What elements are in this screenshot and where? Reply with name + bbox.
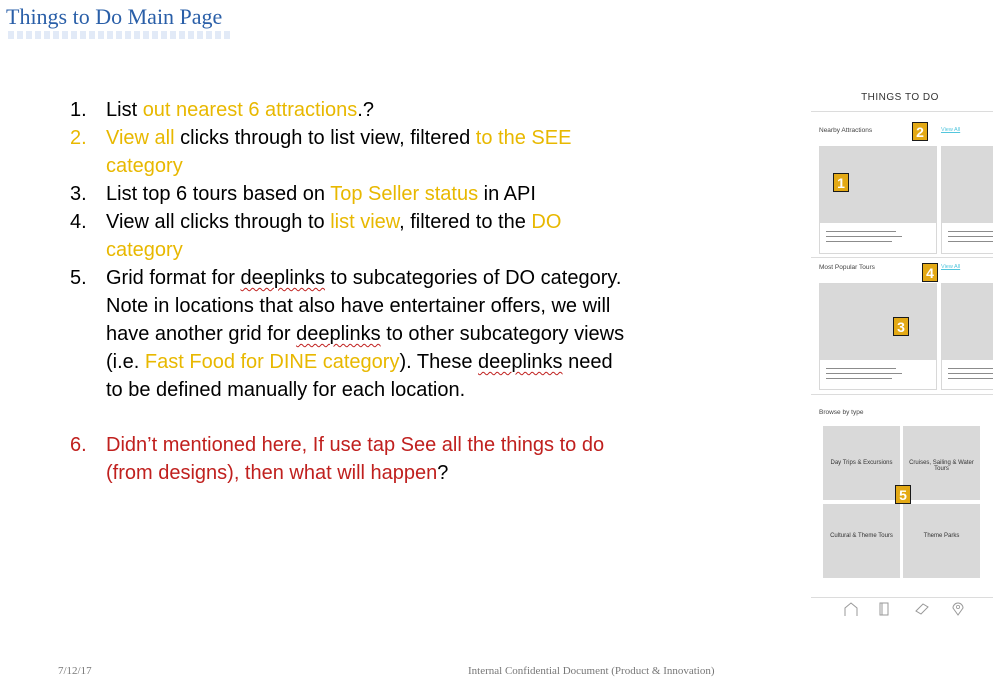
section-divider <box>811 394 993 395</box>
list-text: Top Seller status <box>330 183 479 205</box>
annotation-badge-1: 1 <box>833 173 849 192</box>
tour-card[interactable] <box>819 283 937 390</box>
section-divider <box>811 257 993 258</box>
list-text: Fast Food for DINE category <box>144 351 400 373</box>
list-text: out nearest 6 attractions <box>142 99 358 121</box>
list-item <box>70 180 630 208</box>
mockup-header: THINGS TO DO <box>861 92 939 103</box>
list-number: 6. <box>70 434 87 456</box>
map-pin-icon[interactable] <box>949 600 967 618</box>
list-text: list view <box>330 211 400 233</box>
list-text: Grid format for <box>106 267 241 289</box>
list-text: DO category <box>106 211 562 261</box>
list-number: 3. <box>70 183 87 205</box>
list-text: to the SEE category <box>106 127 572 177</box>
bottom-nav-divider <box>811 597 993 598</box>
list-number: 1. <box>70 99 87 121</box>
home-icon[interactable] <box>842 600 860 618</box>
annotation-badge-5: 5 <box>895 485 911 504</box>
page-title: Things to Do Main Page <box>6 4 223 29</box>
list-text: deeplinks <box>296 323 381 345</box>
annotation-badge-4: 4 <box>922 263 938 282</box>
phone-icon[interactable] <box>875 600 893 618</box>
list-text: , filtered to the <box>399 211 532 233</box>
list-text: View all clicks through to <box>106 211 331 233</box>
annotation-badge-2: 2 <box>912 122 928 141</box>
category-tile-cruises[interactable]: Cruises, Sailing & Water Tours <box>903 426 980 500</box>
list-item <box>70 208 630 264</box>
popular-view-all-link[interactable]: View All <box>941 264 961 270</box>
list-text: deeplinks <box>478 351 563 373</box>
list-text: .? <box>357 99 374 121</box>
list-text: in API <box>478 183 536 205</box>
annotation-badge-3: 3 <box>893 317 909 336</box>
list-text: View all <box>106 127 175 149</box>
list-text: Didn’t mentioned here, If use tap See all the things to do (from designs), then what will happen <box>106 434 605 484</box>
list-number: 4. <box>70 211 87 233</box>
attraction-card[interactable] <box>819 146 937 254</box>
requirements-list <box>70 96 630 487</box>
list-text: List <box>106 99 143 121</box>
list-item <box>70 96 630 124</box>
list-item <box>70 431 630 487</box>
footer-date: 7/12/17 <box>58 665 92 677</box>
footer-confidential-note: Internal Confidential Document (Product & Innovation) <box>468 665 715 677</box>
attraction-card[interactable] <box>941 146 993 254</box>
browse-by-type-label: Browse by type <box>819 409 864 416</box>
tag-icon[interactable] <box>913 600 931 618</box>
list-text: to subcategories of DO category. Note in locations that also have entertainer offers, we will have another grid for <box>106 267 622 345</box>
tour-card[interactable] <box>941 283 993 390</box>
list-item <box>70 264 630 404</box>
list-text: List top 6 tours based on <box>106 183 331 205</box>
list-text: to other subcategory views (i.e. <box>106 323 625 373</box>
category-tile-cultural-tours[interactable]: Cultural & Theme Tours <box>823 504 900 578</box>
list-number: 5. <box>70 267 87 289</box>
list-text: clicks through to list view, filtered <box>174 127 476 149</box>
nearby-view-all-link[interactable]: View All <box>941 127 961 133</box>
app-mockup <box>811 80 993 626</box>
nearby-attractions-label: Nearby Attractions <box>819 127 873 134</box>
mockup-header-divider <box>811 111 993 112</box>
most-popular-tours-label: Most Popular Tours <box>819 264 875 271</box>
category-tile-day-trips[interactable]: Day Trips & Excursions <box>823 426 900 500</box>
list-text: deeplinks <box>240 267 325 289</box>
list-text: ? <box>437 462 449 484</box>
list-text: need to be defined manually for each location. <box>106 351 613 401</box>
title-underline-artifact <box>8 31 233 39</box>
list-number: 2. <box>70 127 87 149</box>
list-item <box>70 124 630 180</box>
category-tile-theme-parks[interactable]: Theme Parks <box>903 504 980 578</box>
list-text: ). These <box>399 351 479 373</box>
